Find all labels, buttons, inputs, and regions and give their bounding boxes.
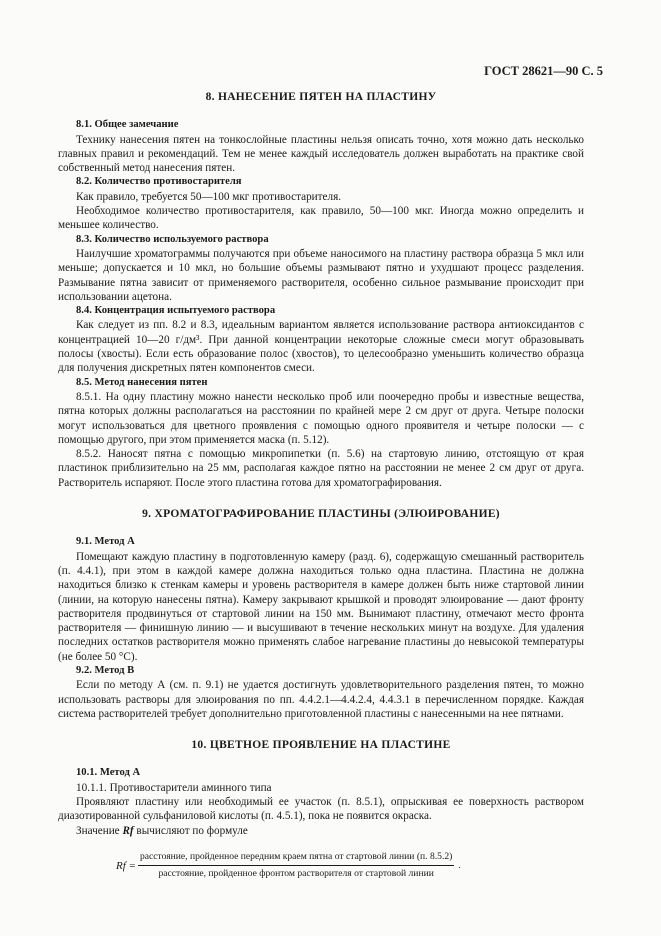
paragraph-text: Значение [76,824,123,837]
subsection-heading: 8.4. Концентрация испытуемого раствора [76,305,276,317]
subsection-heading: 9.2. Метод В [76,664,135,676]
paragraph: Необходимое количество противостарителя, как правило, 50—100 мкг. Иногда можно определить и меньшее количество. [58,205,584,232]
paragraph: 8.5.2. Наносят пятна с помощью микропипетки (п. 5.6) на стартовую линию, отстоящую от края пластинок приблизительно на 25 мм, располагая каждое пятно на расстоянии не менее 2 см друг от друга. Растворитель испаряют. После этого пластина готова для хроматографирования. [58,448,584,489]
paragraph: Наилучшие хроматограммы получаются при объеме наносимого на пластину раствора образца 5 мкл или меньше; допускается и 10 мкл, но большие объемы размывают пятно и ухудшают процесс разделения. Размывание пятна зависит от применяемого растворителя, особенно сильное размывание происходит при использовании ацетона. [58,247,584,303]
rf-variable: Rf [122,824,134,837]
document-body [58,90,584,882]
formula-denominator: расстояние, пройденное фронтом растворителя от стартовой линии [158,868,434,880]
paragraph: Как следует из пп. 8.2 и 8.3, идеальным вариантом является использование раствора антиоксидантов с концентрацией 10—20 г/дм³. При данной концентрации некоторые сложные смеси могут образовывать полосы (хвосты). Если есть образование полос (хвостов), то целесообразно уменьшить количество образца для получения дискретных пятен компонентов смеси. [58,319,584,375]
subsection-heading: 8.1. Общее замечание [76,119,179,131]
paragraph: 8.5.1. На одну пластину можно нанести несколько проб или поочередно пробы и известные вещества, пятна которых должны располагаться на расстоянии по крайней мере 2 см друг от друга. Четыре полоски могут использоваться для цветного проявления с помощью одного проявителя и четыре полоски — с помощью другого, при этом применяется маска (п. 5.12). [58,390,584,446]
paragraph: 10.1.1. Противостарители аминного типа [76,781,272,794]
subsection-heading: 8.3. Количество используемого раствора [76,233,269,245]
formula-end: . [458,859,461,871]
page-header: ГОСТ 28621—90 С. 5 [484,64,603,78]
section-8 [58,90,584,490]
section-9 [58,507,584,721]
subsection-heading: 8.2. Количество противостарителя [76,176,242,188]
section-10 [58,738,584,881]
paragraph-text: вычисляют по формуле [133,824,248,837]
section-title: 10. ЦВЕТНОЕ ПРОЯВЛЕНИЕ НА ПЛАСТИНЕ [191,739,451,752]
section-title: 9. ХРОМАТОГРАФИРОВАНИЕ ПЛАСТИНЫ (ЭЛЮИРОВАНИЕ) [142,508,500,521]
paragraph: Если по методу А (см. п. 9.1) не удается достигнуть удовлетворительного разделения пятен, то можно использовать растворы для элюирования по пп. 4.4.2.1—4.4.2.4, 4.4.3.1 в перечисленном порядке. Каждая система растворителей требует дополнительно приготовленной пластины с нанесенными на нее пятнами. [58,679,584,720]
formula-numerator: расстояние, пройденное передним краем пятна от стартовой линии (п. 8.5.2) [138,850,454,866]
formula-fraction [138,850,454,882]
rf-formula [58,850,584,882]
paragraph [58,824,584,838]
paragraph: Как правило, требуется 50—100 мкг противостарителя. [76,190,342,203]
paragraph: Технику нанесения пятен на тонкослойные пластины нельзя описать точно, хотя можно дать несколько главных правил и рекомендаций. Тем не менее каждый исследователь должен выработать на практике свой собственный метод нанесения пятен. [58,133,584,175]
subsection-heading: 10.1. Метод А [76,767,141,779]
paragraph: Помещают каждую пластину в подготовленную камеру (разд. 6), содержащую смешанный растворитель (п. 4.4.1), при этом в каждой камере должна находиться только одна пластина. Пластина не должна находиться близко к стенкам камеры и уровень растворителя в камере должен быть ниже стартовой линии (линии, на которую нанесены пятна). Камеру закрывают крышкой и проводят элюирование — дают фронту растворителя продвинуться от стартовой линии на 150 мм. Вынимают пластину, отмечают место фронта растворителя — финишную линию — и высушивают в течение нескольких минут на воздухе. Для удаления последних остатков растворителя можно применять слабое нагревание пластины до невысокой температуры (не более 50 °С). [58,550,584,663]
subsection-heading: 8.5. Метод нанесения пятен [76,376,208,388]
paragraph: Проявляют пластину или необходимый ее участок (п. 8.5.1), опрыскивая ее поверхность раствором диазотированной сульфаниловой кислоты (п. 4.5.1), пока не появится окраска. [58,796,584,823]
subsection-heading: 9.1. Метод А [76,536,135,548]
section-title: 8. НАНЕСЕНИЕ ПЯТЕН НА ПЛАСТИНУ [205,91,437,103]
formula-lhs: Rf = [116,859,136,872]
